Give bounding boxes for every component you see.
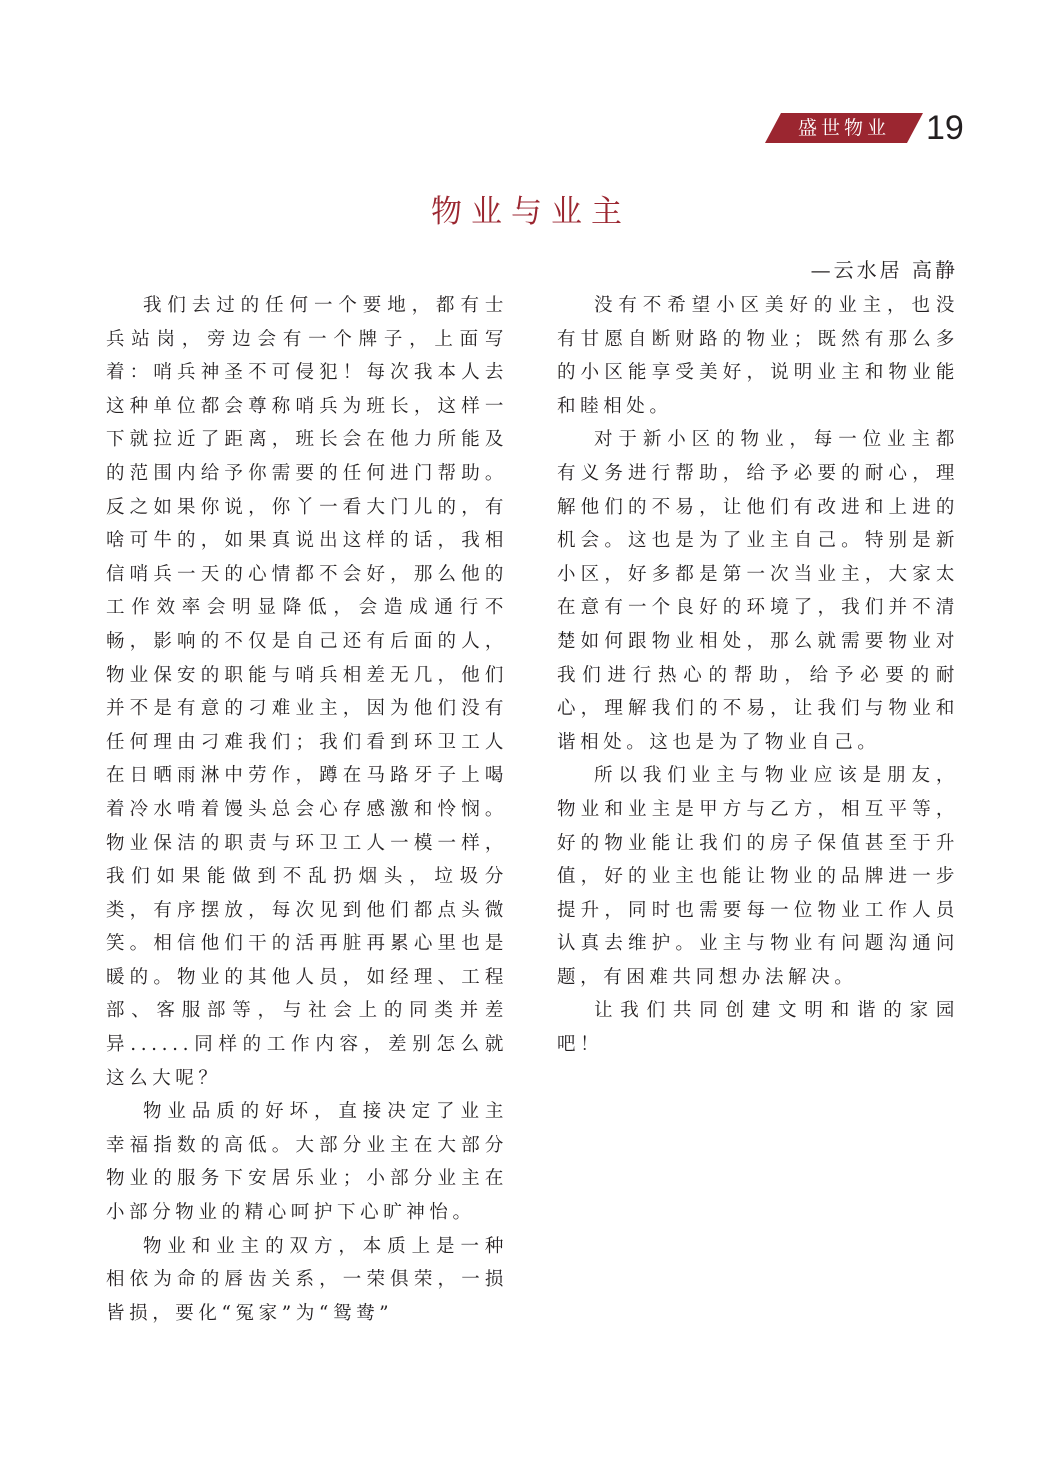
page-number: 19 (926, 109, 964, 147)
body-paragraph: 所以我们业主与物业应该是朋友，物业和业主是甲方与乙方，相互平等，好的物业能让我们的房子保值甚至于升值，好的业主也能让物业的品牌进一步提升，同时也需要每一位物业工作人员认真去维护。业主与物业有问题沟通问题，有困难共同想办法解决。 (557, 765, 959, 988)
article-byline: —云水居 高静 (810, 258, 958, 282)
body-paragraph: 物业和业主的双方，本质上是一种相依为命的唇齿关系，一荣俱荣，一损皆损，要化“冤家”为“鸳鸯” (106, 1235, 508, 1324)
right-column (557, 289, 959, 1062)
body-paragraph: 对于新小区的物业，每一位业主都有义务进行帮助，给予必要的耐心，理解他们的不易，让他们有改进和上进的机会。这也是为了业主自己。特别是新小区，好多都是第一次当业主，大家太在意有一个良好的环境了，我们并不清楚如何跟物业相处，那么就需要物业对我们进行热心的帮助，给予必要的耐心，理解我们的不易，让我们与物业和谐相处。这也是为了物业自己。 (557, 429, 959, 753)
left-column (106, 289, 508, 1330)
section-label: 盛世物业 (797, 117, 890, 139)
body-paragraph: 让我们共同创建文明和谐的家园吧！ (557, 1000, 959, 1056)
article-title: 物业与业主 (431, 194, 631, 230)
body-paragraph: 没有不希望小区美好的业主，也没有甘愿自断财路的物业；既然有那么多的小区能享受美好，说明业主和物业能和睦相处。 (557, 295, 959, 417)
body-paragraph: 我们去过的任何一个要地，都有士兵站岗，旁边会有一个牌子，上面写着：哨兵神圣不可侵犯！每次我本人去这种单位都会尊称哨兵为班长，这样一下就拉近了距离，班长会在他力所能及的范围内给予你需要的任何进门帮助。反之如果你说，你丫一看大门儿的，有啥可牛的，如果真说出这样的话，我相信哨兵一天的心情都不会好，那么他的工作效率会明显降低，会造成通行不畅，影响的不仅是自己还有后面的人，物业保安的职能与哨兵相差无几，他们并不是有意的刁难业主，因为他们没有任何理由刁难我们；我们看到环卫工人在日晒雨淋中劳作，蹲在马路牙子上喝着冷水啃着馒头总会心存感激和怜悯。物业保洁的职责与环卫工人一模一样，我们如果能做到不乱扔烟头，垃圾分类，有序摆放，每次见到他们都点头微笑。相信他们干的活再脏再累心里也是暖的。物业的其他人员，如经理、工程部、客服部等，与社会上的同类并差异......同样的工作内容，差别怎么就这么大呢？ (106, 295, 508, 1089)
body-paragraph: 物业品质的好坏，直接决定了业主幸福指数的高低。大部分业主在大部分物业的服务下安居乐业；小部分业主在小部分物业的精心呵护下心旷神怡。 (106, 1101, 508, 1224)
